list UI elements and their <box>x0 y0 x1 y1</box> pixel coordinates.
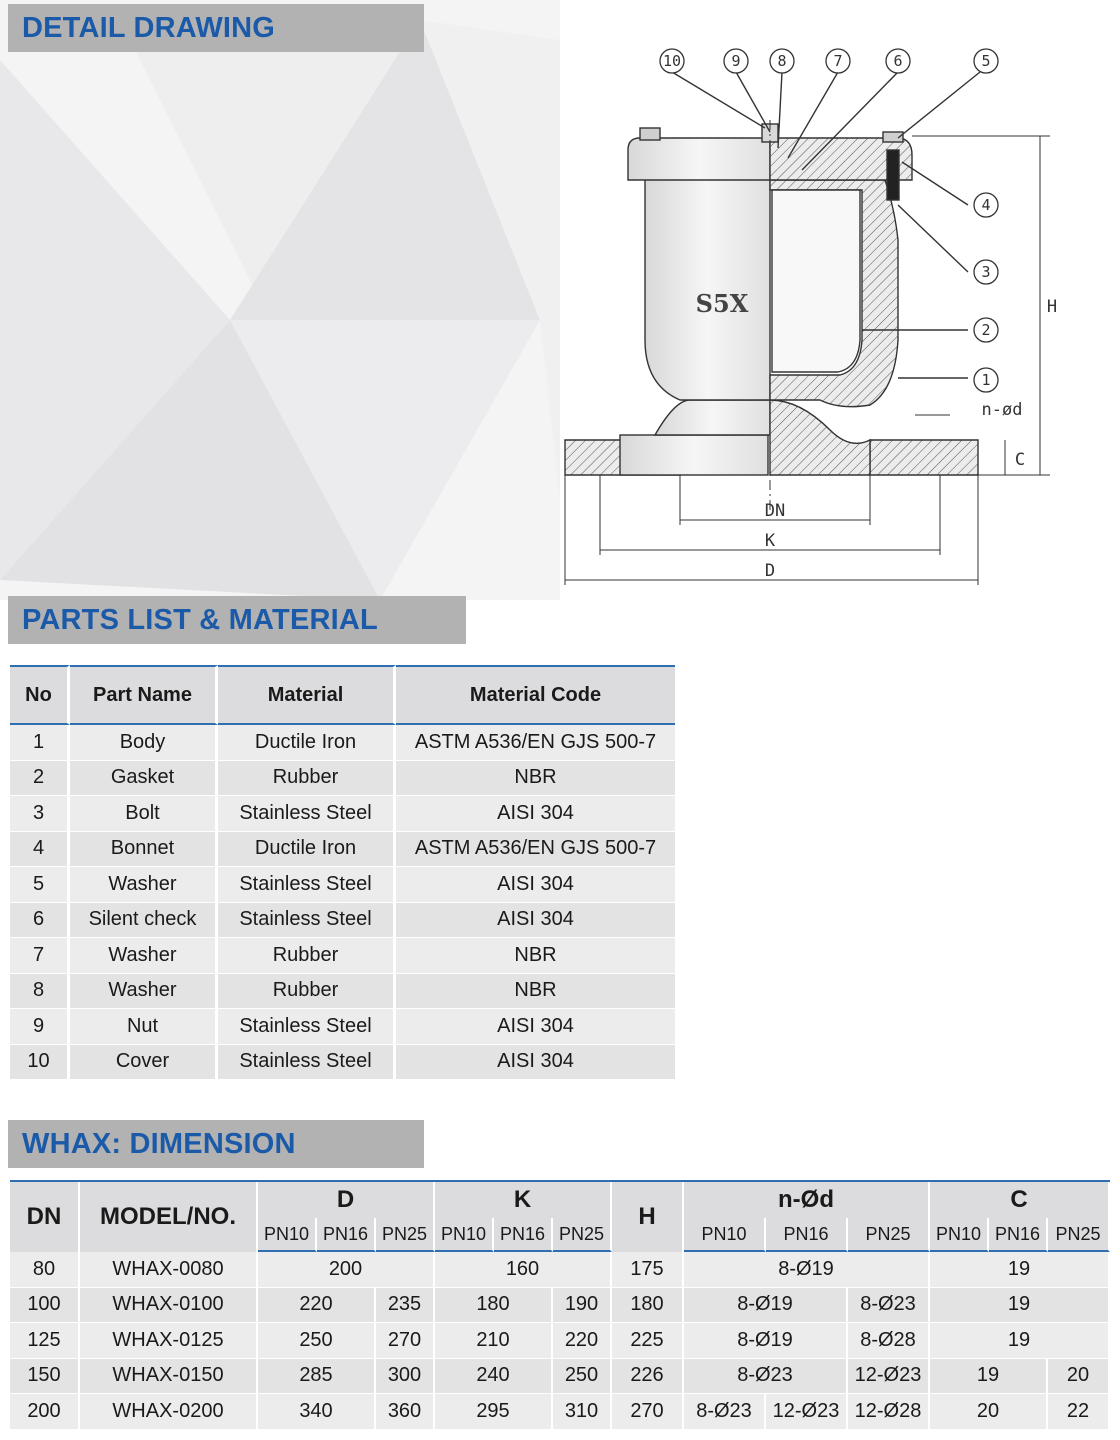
cell-d: 250 <box>258 1323 376 1359</box>
k-pn16: PN16 <box>494 1218 553 1252</box>
cell-nd: 8-Ø19 <box>684 1323 848 1359</box>
callout-7: 7 <box>833 52 843 70</box>
callout-3: 3 <box>981 263 991 281</box>
cell-d: 220 <box>258 1288 376 1324</box>
col-nd: n-Ød <box>684 1182 930 1218</box>
col-material: Material <box>218 665 396 725</box>
cell-h: 175 <box>612 1252 684 1288</box>
table-row <box>10 1394 1110 1430</box>
cell-k: 180 <box>435 1288 553 1324</box>
dim-label-c: C <box>1014 450 1026 470</box>
cell-nd: 12-Ø28 <box>848 1394 930 1430</box>
cell-model: WHAX-0125 <box>80 1323 258 1359</box>
cell-h: 225 <box>612 1323 684 1359</box>
callout-1: 1 <box>981 371 991 389</box>
d-pn25: PN25 <box>376 1218 435 1252</box>
parts-cell-code: NBR <box>396 761 675 797</box>
cell-c: 19 <box>930 1359 1048 1395</box>
parts-cell-code: AISI 304 <box>396 903 675 939</box>
parts-cell-material: Rubber <box>218 938 396 974</box>
cell-dn: 200 <box>10 1394 80 1430</box>
parts-cell-material: Ductile Iron <box>218 725 396 761</box>
parts-row <box>10 938 675 974</box>
body-marking: S5X <box>695 289 749 318</box>
parts-cell-code: AISI 304 <box>396 867 675 903</box>
cell-model: WHAX-0150 <box>80 1359 258 1395</box>
parts-cell-no: 10 <box>10 1045 70 1081</box>
parts-cell-name: Cover <box>70 1045 218 1081</box>
cell-k: 160 <box>435 1252 612 1288</box>
col-k: K <box>435 1182 612 1218</box>
nd-pn16: PN16 <box>766 1218 848 1252</box>
cell-k: 240 <box>435 1359 553 1395</box>
cell-d: 235 <box>376 1288 435 1324</box>
d-pn10: PN10 <box>258 1218 317 1252</box>
callout-2: 2 <box>981 321 991 339</box>
col-part-name: Part Name <box>70 665 218 725</box>
parts-cell-material: Rubber <box>218 761 396 797</box>
parts-cell-name: Washer <box>70 938 218 974</box>
cell-d: 285 <box>258 1359 376 1395</box>
parts-cell-no: 1 <box>10 725 70 761</box>
cell-model: WHAX-0080 <box>80 1252 258 1288</box>
parts-cell-name: Gasket <box>70 761 218 797</box>
parts-list-title: PARTS LIST & MATERIAL <box>8 596 466 644</box>
cell-c: 20 <box>1048 1359 1110 1395</box>
cell-nd: 8-Ø28 <box>848 1323 930 1359</box>
parts-row <box>10 796 675 832</box>
cell-k: 190 <box>553 1288 612 1324</box>
cell-h: 180 <box>612 1288 684 1324</box>
cell-d: 340 <box>258 1394 376 1430</box>
cell-nd: 8-Ø23 <box>848 1288 930 1324</box>
cell-c: 19 <box>930 1252 1110 1288</box>
d-pn16: PN16 <box>317 1218 376 1252</box>
cell-nd: 8-Ø19 <box>684 1288 848 1324</box>
parts-cell-name: Washer <box>70 974 218 1010</box>
cell-nd: 12-Ø23 <box>766 1394 848 1430</box>
parts-cell-code: AISI 304 <box>396 1045 675 1081</box>
cell-h: 270 <box>612 1394 684 1430</box>
parts-table <box>10 665 675 1080</box>
parts-cell-no: 9 <box>10 1009 70 1045</box>
parts-row <box>10 1009 675 1045</box>
dimension-title: WHAX: DIMENSION <box>8 1120 424 1168</box>
callout-10: 10 <box>662 52 682 70</box>
parts-row <box>10 832 675 868</box>
dim-label-k: K <box>764 531 776 551</box>
callout-4: 4 <box>981 196 991 214</box>
parts-cell-code: ASTM A536/EN GJS 500-7 <box>396 725 675 761</box>
col-dn: DN <box>10 1182 80 1252</box>
cell-k: 250 <box>553 1359 612 1395</box>
parts-cell-no: 7 <box>10 938 70 974</box>
table-row <box>10 1359 1110 1395</box>
parts-cell-code: NBR <box>396 974 675 1010</box>
parts-cell-material: Stainless Steel <box>218 903 396 939</box>
col-d: D <box>258 1182 435 1218</box>
dimension-table <box>10 1180 1110 1430</box>
callout-8: 8 <box>777 52 787 70</box>
cell-c: 19 <box>930 1323 1110 1359</box>
parts-row <box>10 867 675 903</box>
col-material-code: Material Code <box>396 665 675 725</box>
cell-k: 220 <box>553 1323 612 1359</box>
cell-c: 22 <box>1048 1394 1110 1430</box>
nd-pn25: PN25 <box>848 1218 930 1252</box>
parts-row <box>10 974 675 1010</box>
col-h: H <box>612 1182 684 1252</box>
cell-dn: 100 <box>10 1288 80 1324</box>
parts-cell-no: 4 <box>10 832 70 868</box>
parts-cell-code: AISI 304 <box>396 796 675 832</box>
cell-nd: 8-Ø19 <box>684 1252 930 1288</box>
parts-cell-code: ASTM A536/EN GJS 500-7 <box>396 832 675 868</box>
c-pn25: PN25 <box>1048 1218 1110 1252</box>
parts-cell-no: 8 <box>10 974 70 1010</box>
parts-cell-material: Stainless Steel <box>218 796 396 832</box>
parts-cell-name: Body <box>70 725 218 761</box>
cell-model: WHAX-0100 <box>80 1288 258 1324</box>
parts-row <box>10 903 675 939</box>
c-pn16: PN16 <box>989 1218 1048 1252</box>
valve-section-drawing <box>540 40 1100 595</box>
parts-cell-code: NBR <box>396 938 675 974</box>
table-row <box>10 1323 1110 1359</box>
parts-row <box>10 761 675 797</box>
cell-d: 360 <box>376 1394 435 1430</box>
c-pn10: PN10 <box>930 1218 989 1252</box>
callout-5: 5 <box>981 52 991 70</box>
col-no: No <box>10 665 70 725</box>
parts-cell-material: Stainless Steel <box>218 867 396 903</box>
parts-header-row <box>10 665 675 725</box>
parts-cell-code: AISI 304 <box>396 1009 675 1045</box>
cell-d: 270 <box>376 1323 435 1359</box>
parts-cell-name: Silent check <box>70 903 218 939</box>
cell-k: 295 <box>435 1394 553 1430</box>
callout-9: 9 <box>731 52 741 70</box>
table-row <box>10 1288 1110 1324</box>
cell-c: 20 <box>930 1394 1048 1430</box>
col-model: MODEL/NO. <box>80 1182 258 1252</box>
k-pn10: PN10 <box>435 1218 494 1252</box>
cell-nd: 8-Ø23 <box>684 1394 766 1430</box>
parts-cell-no: 5 <box>10 867 70 903</box>
parts-cell-no: 2 <box>10 761 70 797</box>
parts-row <box>10 725 675 761</box>
col-c: C <box>930 1182 1110 1218</box>
parts-cell-name: Washer <box>70 867 218 903</box>
dim-label-dn: DN <box>764 501 786 521</box>
nd-pn10: PN10 <box>684 1218 766 1252</box>
cell-nd: 8-Ø23 <box>684 1359 848 1395</box>
parts-cell-name: Bonnet <box>70 832 218 868</box>
parts-row <box>10 1045 675 1081</box>
cell-model: WHAX-0200 <box>80 1394 258 1430</box>
cell-k: 310 <box>553 1394 612 1430</box>
k-pn25: PN25 <box>553 1218 612 1252</box>
dim-label-d: D <box>764 561 776 581</box>
dim-label-h: H <box>1046 297 1058 317</box>
cell-d: 200 <box>258 1252 435 1288</box>
dim-label-nd: n-ød <box>981 400 1023 420</box>
cell-nd: 12-Ø23 <box>848 1359 930 1395</box>
parts-cell-material: Ductile Iron <box>218 832 396 868</box>
parts-cell-material: Rubber <box>218 974 396 1010</box>
parts-cell-material: Stainless Steel <box>218 1045 396 1081</box>
parts-cell-no: 6 <box>10 903 70 939</box>
parts-cell-material: Stainless Steel <box>218 1009 396 1045</box>
cell-k: 210 <box>435 1323 553 1359</box>
cell-d: 300 <box>376 1359 435 1395</box>
table-row <box>10 1252 1110 1288</box>
cell-dn: 80 <box>10 1252 80 1288</box>
callout-6: 6 <box>893 52 903 70</box>
cell-h: 226 <box>612 1359 684 1395</box>
cell-dn: 150 <box>10 1359 80 1395</box>
cell-dn: 125 <box>10 1323 80 1359</box>
parts-cell-no: 3 <box>10 796 70 832</box>
parts-cell-name: Nut <box>70 1009 218 1045</box>
parts-cell-name: Bolt <box>70 796 218 832</box>
cell-c: 19 <box>930 1288 1110 1324</box>
detail-drawing-title: DETAIL DRAWING <box>8 4 424 52</box>
